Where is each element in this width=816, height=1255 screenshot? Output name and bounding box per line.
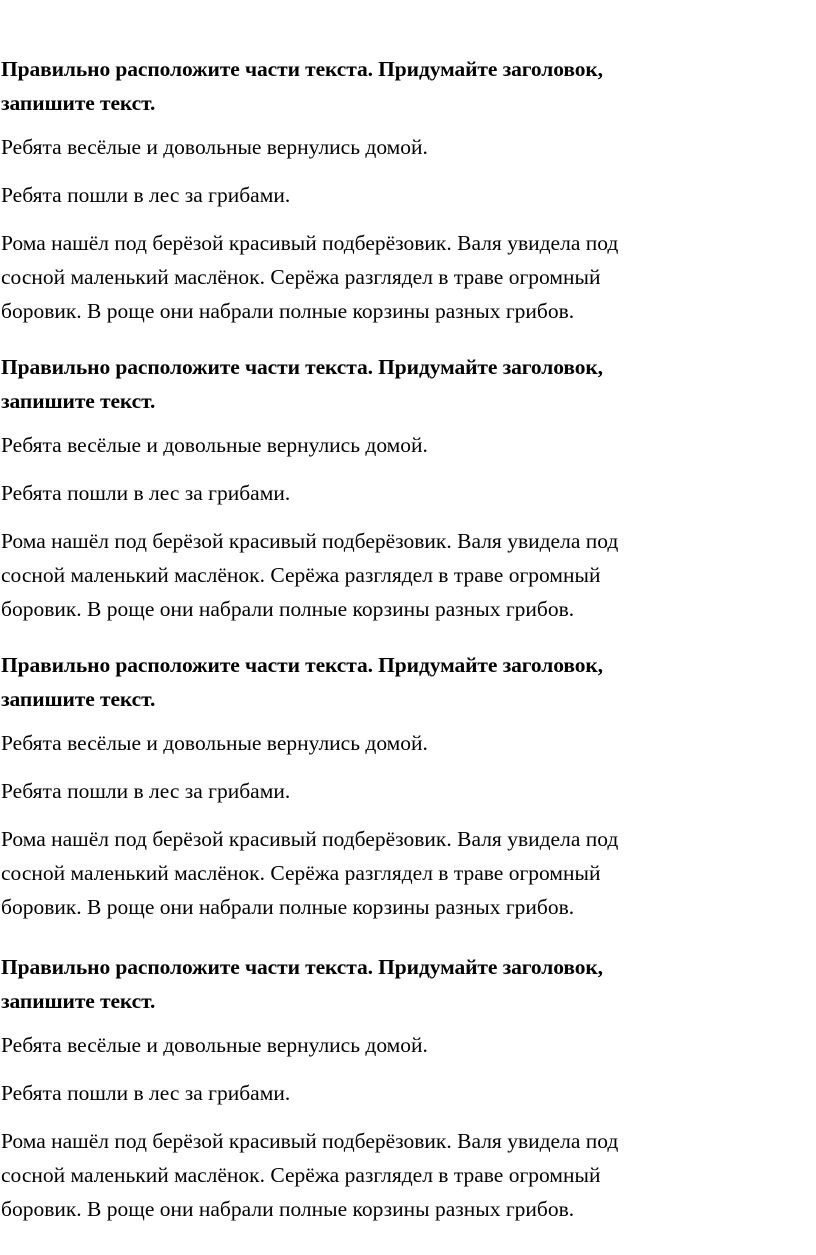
sentence-go-to-forest: Ребята пошли в лес за грибами. [1,1081,291,1105]
story-paragraph [1,524,801,626]
exercise-heading [1,350,801,418]
paragraph-line: боровик. В роще они набрали полные корзины разных грибов. [1,597,575,621]
sentence-return-home: Ребята весёлые и довольные вернулись домой. [1,135,428,159]
sentence-return-home: Ребята весёлые и довольные вернулись домой. [1,731,428,755]
paragraph-line: боровик. В роще они набрали полные корзины разных грибов. [1,895,575,919]
sentence-go-to-forest: Ребята пошли в лес за грибами. [1,481,291,505]
exercise-block-2 [1,350,801,626]
story-paragraph [1,226,801,328]
exercise-block-4 [1,950,801,1226]
heading-line: Правильно расположите части текста. Придумайте заголовок, [1,955,603,979]
heading-line: запишите текст. [1,91,156,115]
paragraph-line: Рома нашёл под берёзой красивый подберёзовик. Валя увидела под [1,827,619,851]
heading-line: запишите текст. [1,687,156,711]
sentence-go-to-forest: Ребята пошли в лес за грибами. [1,779,291,803]
exercise-block-1 [1,52,801,328]
heading-line: запишите текст. [1,389,156,413]
paragraph-line: Рома нашёл под берёзой красивый подберёзовик. Валя увидела под [1,231,619,255]
heading-line: Правильно расположите части текста. Придумайте заголовок, [1,57,603,81]
paragraph-line: сосной маленький маслёнок. Серёжа разглядел в траве огромный [1,265,601,289]
paragraph-line: сосной маленький маслёнок. Серёжа разглядел в траве огромный [1,1163,601,1187]
exercise-heading [1,648,801,716]
sentence-return-home: Ребята весёлые и довольные вернулись домой. [1,433,428,457]
paragraph-line: боровик. В роще они набрали полные корзины разных грибов. [1,1197,575,1221]
paragraph-line: сосной маленький маслёнок. Серёжа разглядел в траве огромный [1,861,601,885]
heading-line: Правильно расположите части текста. Придумайте заголовок, [1,355,603,379]
paragraph-line: боровик. В роще они набрали полные корзины разных грибов. [1,299,575,323]
story-paragraph [1,1124,801,1226]
story-paragraph [1,822,801,924]
heading-line: запишите текст. [1,989,156,1013]
sentence-go-to-forest: Ребята пошли в лес за грибами. [1,183,291,207]
heading-line: Правильно расположите части текста. Придумайте заголовок, [1,653,603,677]
exercise-heading [1,52,801,120]
exercise-heading [1,950,801,1018]
sentence-return-home: Ребята весёлые и довольные вернулись домой. [1,1033,428,1057]
paragraph-line: сосной маленький маслёнок. Серёжа разглядел в траве огромный [1,563,601,587]
paragraph-line: Рома нашёл под берёзой красивый подберёзовик. Валя увидела под [1,1129,619,1153]
exercise-block-3 [1,648,801,924]
paragraph-line: Рома нашёл под берёзой красивый подберёзовик. Валя увидела под [1,529,619,553]
